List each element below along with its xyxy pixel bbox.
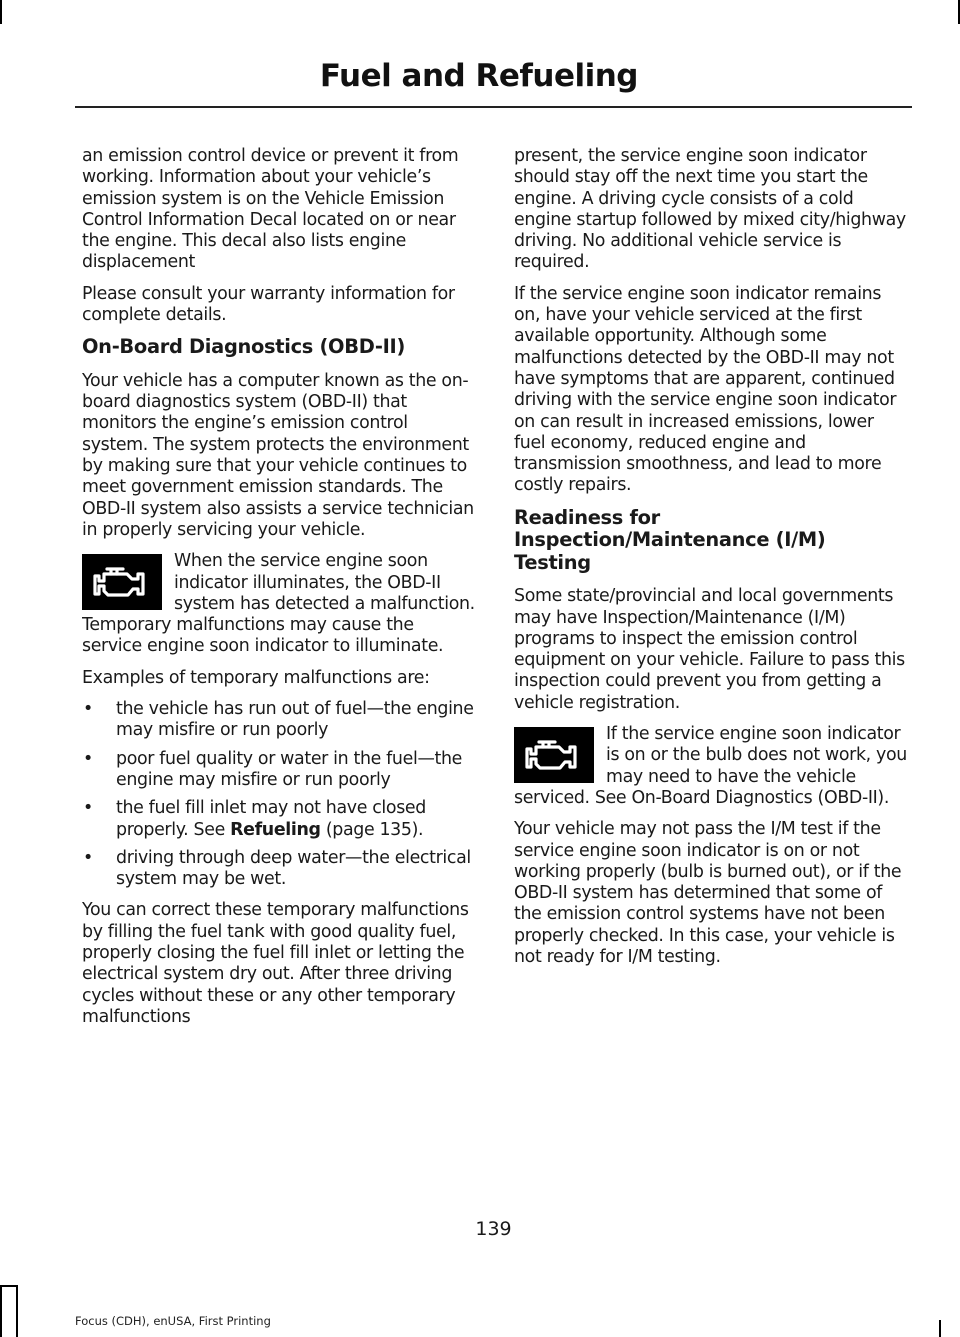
paragraph: Your vehicle may not pass the I/M test if the service engine soon indicator is on or not working properly (bulb is burned out), or if the OBD-II system has determined that some of the emission control systems have not been properly checked. In this case, your vehicle is not ready for I/M testing. — [514, 819, 902, 967]
paragraph: Examples of temporary malfunctions are: — [82, 667, 430, 688]
crop-mark — [0, 0, 2, 24]
crop-mark — [16, 1285, 18, 1337]
check-engine-icon — [514, 727, 594, 783]
list-item-text: the vehicle has run out of fuel—the engine may misfire or run poorly — [116, 699, 474, 741]
check-engine-icon — [82, 554, 162, 610]
bullet-dot: • — [83, 798, 93, 819]
bullet-dot: • — [83, 748, 93, 769]
list-item — [82, 798, 475, 841]
list-item-text: poor fuel quality or water in the fuel—the engine may misfire or run poorly — [116, 748, 462, 790]
list-item — [82, 848, 475, 891]
left-column — [82, 146, 475, 1038]
paragraph: present, the service engine soon indicator should stay off the next time you start the engine. A driving cycle consists of a cold engine startup followed by mixed city/highway driving. No additional vehicle service is required. — [514, 146, 906, 273]
crop-mark — [0, 1285, 2, 1337]
section-heading-readiness: Readiness for Inspection/Maintenance (I/M) Testing — [514, 505, 826, 574]
section-heading-obd: On-Board Diagnostics (OBD-II) — [82, 335, 406, 359]
refueling-link[interactable]: Refueling — [230, 819, 321, 840]
list-item — [82, 699, 475, 742]
indicator-note — [82, 551, 475, 657]
paragraph: If the service engine soon indicator remains on, have your vehicle serviced at the first available opportunity. Although some malfunctions detected by the OBD-II may not have symptoms that are apparent, continued driving with the service engine soon indicator on can result in increased emissions, lower fuel economy, reduced engine and transmission smoothness, and lead to more costly repairs. — [514, 283, 897, 496]
bullet-dot: • — [83, 699, 93, 720]
crop-mark — [0, 1285, 16, 1287]
crop-mark — [939, 1320, 941, 1337]
page-number: 139 — [475, 1218, 512, 1240]
page-reference: (page 135). — [320, 819, 424, 840]
bullet-dot: • — [83, 847, 93, 868]
paragraph: Some state/provincial and local governments may have Inspection/Maintenance (I/M) programs to inspect the emission control equipment on your vehicle. Failure to pass this inspection could prevent you from getting a vehicle registration. — [514, 586, 905, 713]
footer-text: Focus (CDH), enUSA, First Printing — [75, 1314, 271, 1328]
paragraph: When the service engine soon indicator illuminates, the OBD-II system has detected a malfunction. Temporary malfunctions may cause the service engine soon indicator to illuminate. — [82, 551, 475, 657]
paragraph: Your vehicle has a computer known as the on-board diagnostics system (OBD-II) that monitors the engine’s emission control system. The system protects the environment by making sure that your vehicle continues to meet government emission standards. The OBD-II system also assists a service technician in properly servicing your vehicle. — [82, 370, 474, 540]
header-divider — [75, 106, 912, 108]
paragraph: You can correct these temporary malfunctions by filling the fuel tank with good quality fuel, properly closing the fuel fill inlet or letting the electrical system dry out. After three driving cycles without these or any other temporary malfunctions — [82, 900, 469, 1027]
list-item — [82, 749, 475, 792]
malfunction-list — [82, 699, 475, 890]
right-column — [514, 146, 907, 978]
list-item-text: driving through deep water—the electrical system may be wet. — [116, 847, 471, 890]
indicator-note — [514, 724, 907, 809]
list-item-text: the fuel fill inlet may not have closed properly. See — [116, 798, 426, 840]
paragraph: Please consult your warranty information for complete details. — [82, 283, 455, 326]
paragraph: If the service engine soon indicator is on or the bulb does not work, you may need to have the vehicle serviced. See On-Board Diagnostics (OBD-II). — [514, 724, 907, 808]
paragraph: an emission control device or prevent it from working. Information about your vehicle’s emission system is on the Vehicle Emission Control Information Decal located on or near the engine. This decal also lists engine displacement — [82, 146, 459, 273]
page-title: Fuel and Refueling — [319, 58, 638, 94]
